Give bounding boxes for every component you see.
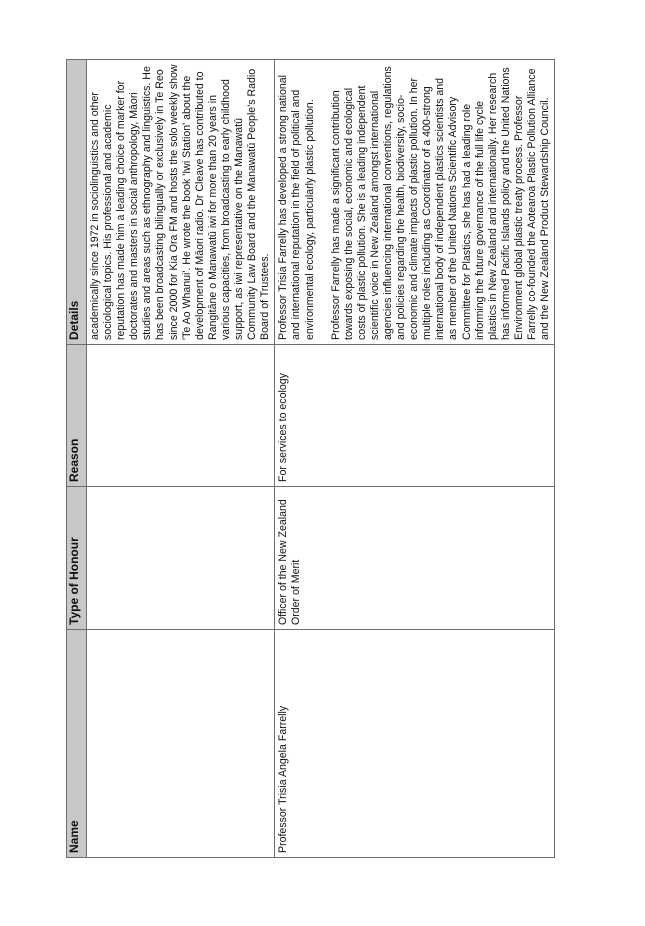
column-header-details: Details: [67, 60, 87, 345]
column-header-type-of-honour: Type of Honour: [67, 487, 87, 630]
cell-type-of-honour: Officer of the New Zealand Order of Merit: [275, 487, 555, 630]
cell-type-of-honour: [87, 487, 275, 630]
details-paragraph: Professor Farrelly has made a significant contribution towards exposing the social, economic and ecological costs of plastic pollution. She is a leading independent scientific voice in New Zealand amongst international agencies influencing international conventions, regulations and policies regarding the health, biodiversity, socio-economic and climate impacts of plastic pollution. In her multiple roles including as Coordinator of a 400-strong international body of independent plastics scientists and as member of the United Nations Scientific Advisory Committee for Plastics, she has had a leading role informing the future governance of the full life cycle plastics in New Zealand and internationally. Her research has informed Pacific Islands policy and the United Nations Environment global plastic treaty process. Professor Farrelly co-founded the Aotearoa Plastic Pollution Alliance and the New Zealand Product Stewardship Council.: [329, 66, 552, 340]
honours-table: [66, 59, 555, 858]
cell-name: Professor Trisia Angela Farrelly: [275, 630, 555, 858]
table-row: [87, 60, 275, 858]
cell-reason: [87, 345, 275, 487]
cell-details: [87, 60, 275, 345]
details-paragraph: Professor Trisia Farrelly has developed a strong national and international reputation in the field of political and environmental ecology, particularly plastic pollution.: [277, 75, 316, 340]
cell-details: [275, 60, 555, 345]
details-paragraph: academically since 1972 in sociolinguistics and other sociological topics. His professional and academic reputation has made him a leading choice of marker for doctorates and masters in social anthropology, Māori studies and areas such as ethnography and linguistics. He has been broadcasting bilingually or exclusively in Te Reo since 2000 for Kia Ora FM and hosts the solo weekly show 'Te Ao Whanui'. He wrote the book 'Iwi Station' about the development of Māori radio. Dr Cleave has contributed to Rangitāne o Manawatū iwi for more than 20 years in various capacities, from broadcasting to early childhood support, as iwi representative on the Manawatū Community Law Board and the Manawatū People's Radio Board of Trustees.: [89, 64, 272, 340]
honours-document-page: [66, 60, 552, 858]
table-header-row: [67, 60, 87, 858]
column-header-name: Name: [67, 630, 87, 858]
column-header-reason: Reason: [67, 345, 87, 487]
cell-name: [87, 630, 275, 858]
table-row: [275, 60, 555, 858]
cell-reason: For services to ecology: [275, 345, 555, 487]
